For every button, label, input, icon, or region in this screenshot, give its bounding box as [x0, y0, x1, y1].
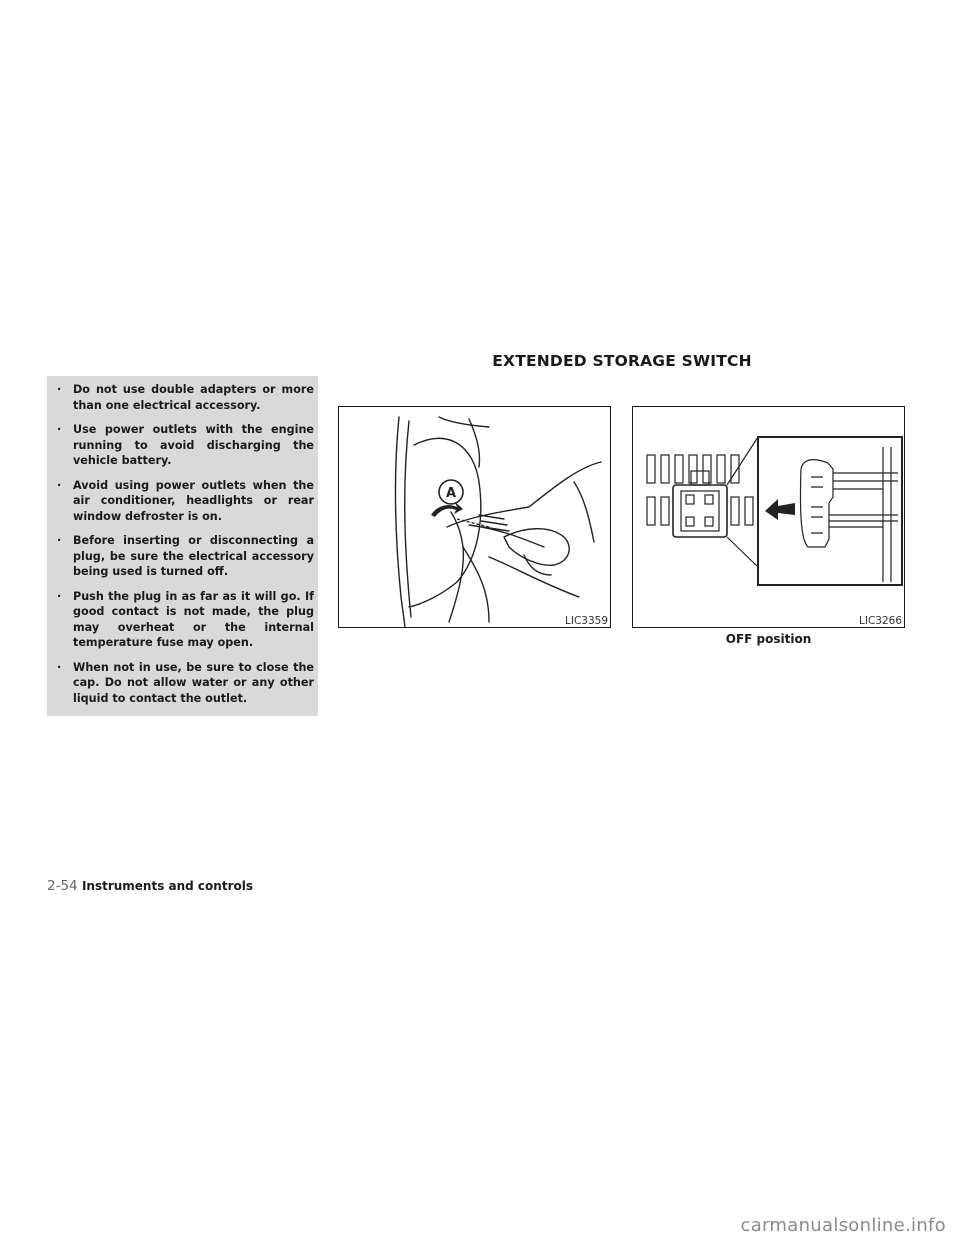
bullet: · — [57, 478, 62, 492]
caution-list — [47, 376, 318, 706]
caution-item — [57, 589, 314, 651]
bullet: · — [57, 660, 62, 674]
footer-section-title: Instruments and controls — [81, 879, 253, 893]
caution-text: Before inserting or disconnecting a plug, be sure the electrical accessory being used is turned off. — [73, 534, 314, 578]
caution-text: Avoid using power outlets when the air conditioner, headlights or rear window defroster is on. — [73, 478, 314, 523]
page-footer — [47, 878, 253, 894]
storage-switch-figure — [632, 406, 905, 628]
bullet: · — [57, 383, 62, 396]
caution-text: Push the plug in as far as it will go. If good contact is not made, the plug may overheat or the internal temperature fuse may open. — [73, 589, 314, 649]
section-title: EXTENDED STORAGE SWITCH — [492, 352, 752, 370]
power-outlet-illustration — [339, 407, 610, 627]
page-number: 2-54 — [47, 878, 78, 894]
storage-switch-illustration — [633, 407, 904, 627]
caution-text: Do not use double adapters or more than one electrical accessory. — [73, 383, 314, 412]
caution-item — [57, 422, 314, 469]
push-arrow-icon — [765, 499, 795, 520]
bullet: · — [57, 589, 62, 603]
caution-text: When not in use, be sure to close the cap. Do not allow water or any other liquid to contact the outlet. — [73, 660, 314, 705]
power-outlet-figure — [338, 406, 611, 628]
bullet: · — [57, 423, 62, 436]
watermark: carmanualsonline.info — [740, 1215, 946, 1236]
caution-text: Use power outlets with the engine running to avoid discharging the vehicle battery. — [73, 423, 314, 467]
caution-item — [57, 660, 314, 707]
caution-item — [57, 533, 314, 580]
rotate-arrow-icon — [431, 502, 463, 517]
bullet: · — [57, 534, 62, 547]
caution-box — [47, 376, 318, 716]
caution-item — [57, 478, 314, 525]
figure-caption: OFF position — [725, 632, 812, 646]
callout-label: A — [445, 486, 457, 501]
figure-code: LIC3266 — [859, 615, 902, 627]
caution-item — [57, 382, 314, 413]
figure-code: LIC3359 — [565, 615, 608, 627]
